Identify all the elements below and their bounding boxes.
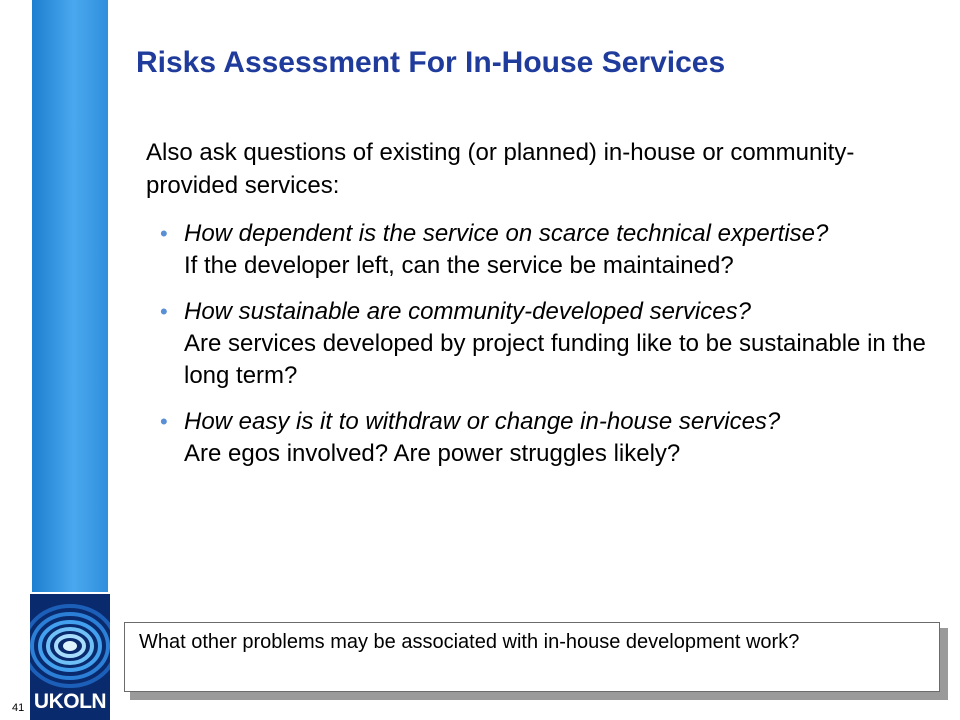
bullet-question: How easy is it to withdraw or change in-house services? — [184, 408, 781, 435]
ukoln-logo — [30, 594, 110, 720]
bullet-dot-icon: • — [160, 221, 168, 246]
eye-logo-icon — [30, 594, 110, 694]
bullet-question: How dependent is the service on scarce technical expertise? — [184, 220, 829, 247]
slide-number: 41 — [12, 702, 25, 714]
bullet-answer: Are services developed by project funding like to be sustainable in the long term? — [184, 330, 926, 389]
bullet-item — [160, 406, 940, 470]
bullet-question: How sustainable are community-developed services? — [184, 298, 751, 325]
bullet-item — [160, 296, 940, 392]
left-accent-bar — [32, 0, 108, 592]
bullet-answer: Are egos involved? Are power struggles likely? — [184, 440, 681, 467]
bullet-list — [160, 218, 940, 470]
intro-text: Also ask questions of existing (or planned) in-house or community-provided services: — [146, 139, 855, 199]
callout-box: What other problems may be associated with in-house development work? — [124, 622, 940, 692]
bullet-answer: If the developer left, can the service be maintained? — [184, 252, 734, 279]
bullet-dot-icon: • — [160, 299, 168, 324]
bullet-dot-icon: • — [160, 409, 168, 434]
slide-title: Risks Assessment For In-House Services — [136, 46, 726, 79]
bullet-item — [160, 218, 940, 282]
logo-text: UKOLN — [33, 690, 107, 713]
